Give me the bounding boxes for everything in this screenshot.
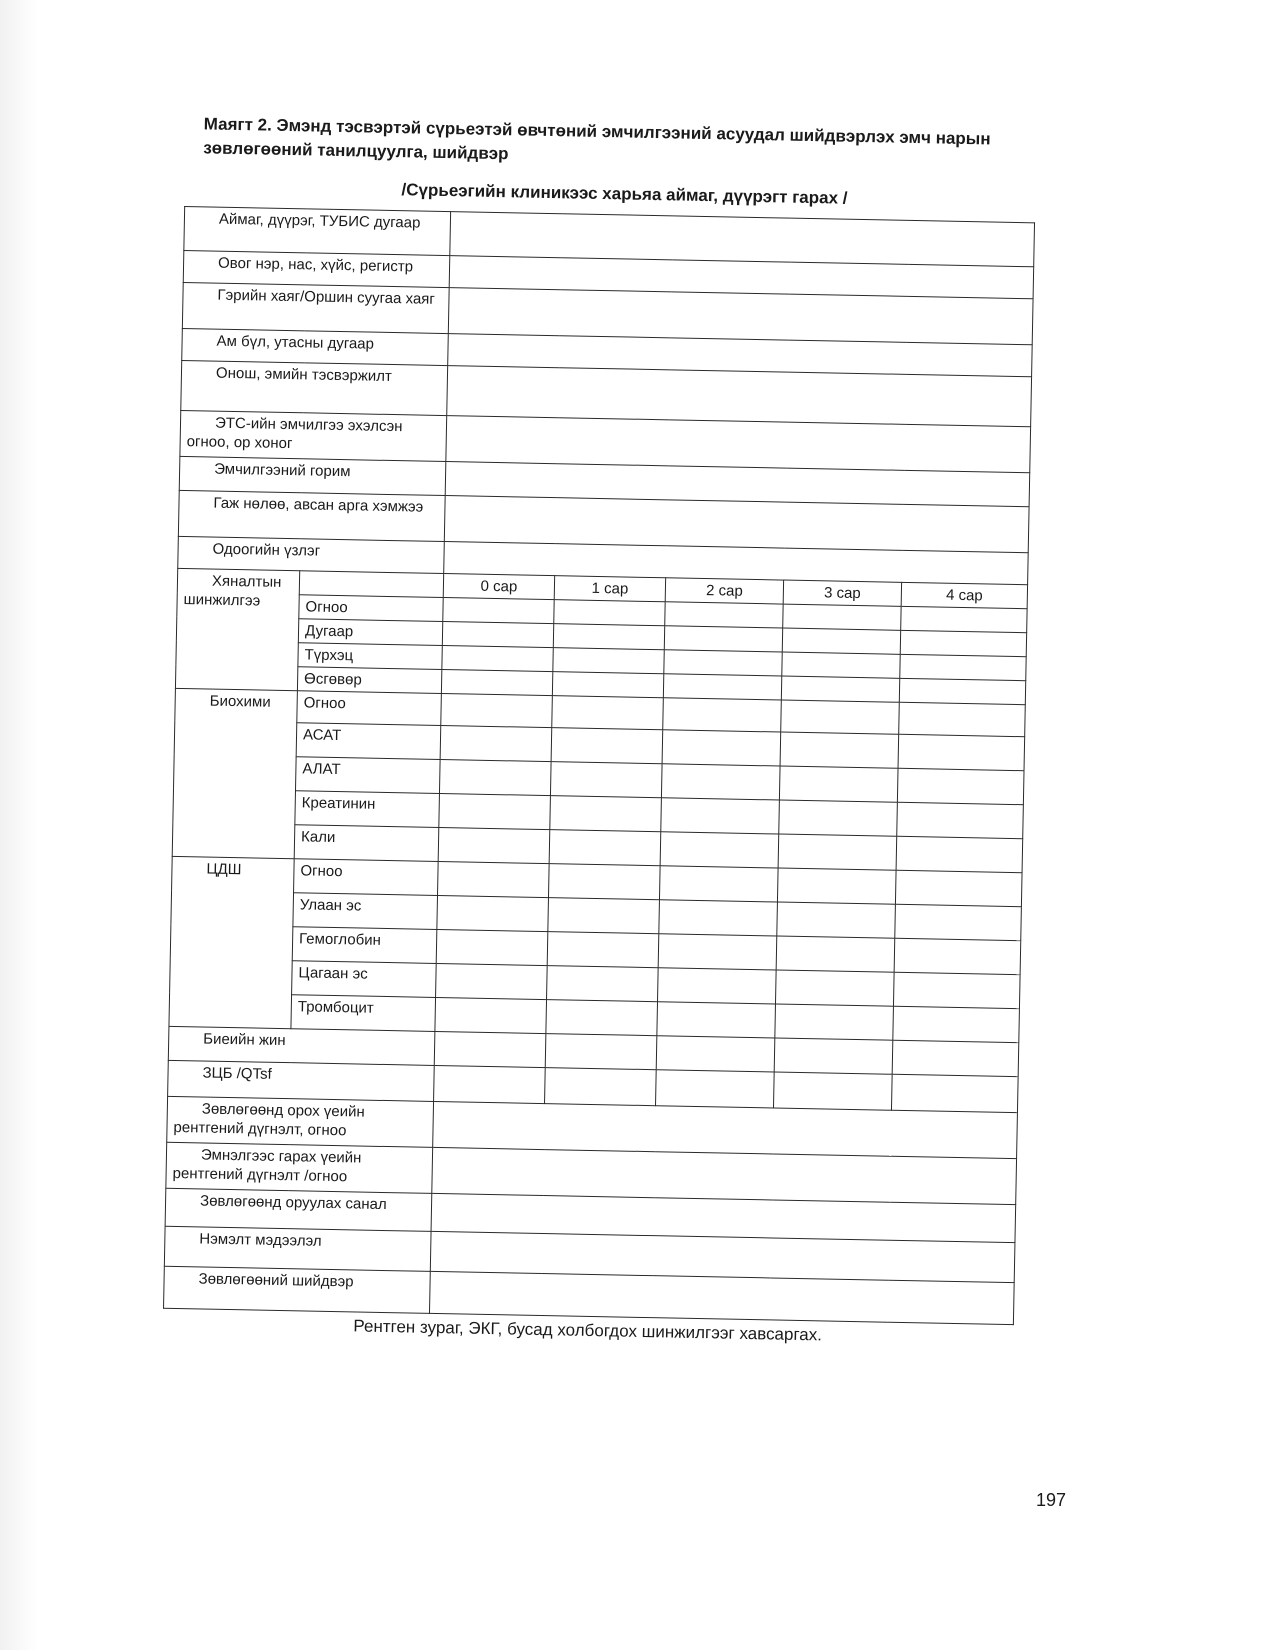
value-cell[interactable] <box>550 762 662 798</box>
value-cell[interactable] <box>656 1070 775 1108</box>
row-label: Аймаг, дүүрэг, ТУБИС дугаар <box>184 206 451 255</box>
value-cell[interactable] <box>777 868 896 904</box>
row-label: Зөвлөгөөнд оруулах санал <box>165 1188 432 1231</box>
value-cell[interactable] <box>900 654 1026 680</box>
value-cell[interactable] <box>663 698 782 732</box>
value-cell[interactable] <box>782 652 900 678</box>
value-cell[interactable] <box>546 1000 658 1036</box>
value-cell[interactable] <box>895 904 1022 940</box>
value-cell[interactable] <box>438 861 550 897</box>
value-cell[interactable] <box>434 1031 546 1067</box>
value-cell[interactable] <box>659 900 778 936</box>
form-subtitle: /Сүрьеэгийн клиникээс харьяа аймаг, дүүрэгт гарах / <box>401 180 848 208</box>
value-cell[interactable] <box>896 836 1023 872</box>
value-cell[interactable] <box>551 728 663 764</box>
value-cell[interactable] <box>547 966 659 1002</box>
value-cell[interactable] <box>436 963 548 999</box>
value-cell[interactable] <box>442 622 553 648</box>
value-cell[interactable] <box>552 696 664 730</box>
value-cell[interactable] <box>780 732 899 768</box>
item-label: Огноо <box>299 595 443 622</box>
value-cell[interactable] <box>661 764 780 800</box>
value-cell[interactable] <box>899 702 1026 736</box>
item-label: Цагаан эс <box>292 961 437 998</box>
row-label: Зөвлөгөөний шийдвэр <box>164 1266 431 1313</box>
item-label: Огноо <box>294 859 439 896</box>
value-cell[interactable] <box>891 1074 1018 1112</box>
value-cell[interactable] <box>664 650 782 676</box>
form-title: Маягт 2. Эмэнд тэсвэртэй сүрьеэтэй өвчтөний эмчилгээний асуудал шийдвэрлэх эмч нарын зөвлөгөөний танилцуулга, шийдвэр <box>203 114 991 164</box>
month-header: 3 сар <box>783 580 901 606</box>
item-label: Огноо <box>297 691 442 726</box>
value-cell[interactable] <box>439 793 551 829</box>
value-cell[interactable] <box>442 646 553 672</box>
value-cell[interactable] <box>899 678 1025 704</box>
value-cell[interactable] <box>897 768 1024 804</box>
value-cell[interactable] <box>553 624 664 650</box>
value-cell[interactable] <box>554 600 665 626</box>
value-cell[interactable] <box>663 674 781 700</box>
month-header: 4 сар <box>901 582 1027 608</box>
value-cell[interactable] <box>781 700 900 734</box>
row-label: Биеийн жин <box>168 1026 435 1065</box>
value-cell[interactable] <box>893 972 1020 1008</box>
value-cell[interactable] <box>895 870 1022 906</box>
value-cell[interactable] <box>657 1002 776 1038</box>
item-label: АЛАТ <box>295 757 440 794</box>
value-cell[interactable] <box>443 598 554 624</box>
value-cell[interactable] <box>897 802 1024 838</box>
value-cell[interactable] <box>894 938 1021 974</box>
row-label: Гэрийн хаяг/Оршин суугаа хаяг <box>182 282 449 333</box>
month-header: 2 сар <box>665 578 783 604</box>
row-label: Одоогийн үзлэг <box>178 536 445 573</box>
value-cell[interactable] <box>658 968 777 1004</box>
value-cell[interactable] <box>545 1068 657 1106</box>
value-cell[interactable] <box>776 970 895 1006</box>
value-cell[interactable] <box>438 827 550 863</box>
row-label: Эмчилгээний горим <box>179 456 446 495</box>
group-label: ЦДШ <box>169 856 294 1028</box>
row-label: Гаж нөлөө, авсан арга хэмжээ <box>178 490 445 541</box>
value-cell[interactable] <box>781 676 899 702</box>
value-cell[interactable] <box>892 1040 1019 1076</box>
item-label: Дугаар <box>298 619 442 646</box>
value-cell[interactable] <box>439 759 551 795</box>
value-cell[interactable] <box>549 864 661 900</box>
month-header: 0 сар <box>443 574 554 600</box>
value-cell[interactable] <box>777 902 896 938</box>
value-cell[interactable] <box>658 934 777 970</box>
row-label: Ам бүл, утасны дугаар <box>182 328 449 365</box>
value-cell[interactable] <box>778 834 897 870</box>
row-label: ЭТС-ийн эмчилгээ эхэлсэн огноо, ор хоног <box>180 410 447 461</box>
value-cell[interactable] <box>547 932 659 968</box>
item-label: Улаан эс <box>293 893 438 930</box>
value-cell[interactable] <box>660 832 779 868</box>
value-cell[interactable] <box>775 1004 894 1040</box>
item-label: Түрхэц <box>298 643 442 670</box>
value-cell[interactable] <box>779 766 898 802</box>
value-cell[interactable] <box>548 898 660 934</box>
row-label: Овог нэр, нас, хүйс, регистр <box>183 250 450 287</box>
value-cell[interactable] <box>553 648 664 674</box>
month-header: 1 сар <box>554 576 665 602</box>
value-cell[interactable] <box>441 694 553 728</box>
value-cell[interactable] <box>664 626 782 652</box>
footer-note: Рентген зураг, ЭКГ, бусад холбогдох шинжилгээг хавсаргах. <box>353 1316 823 1345</box>
consultation-form-table <box>163 206 1035 1325</box>
row-label: ЗЦБ /QTsf <box>168 1060 435 1101</box>
value-cell[interactable] <box>782 628 900 654</box>
row-label: Эмнэлгээс гарах үеийн рентгений дүгнэлт /огноо <box>166 1142 433 1193</box>
value-cell[interactable] <box>783 604 901 630</box>
value-cell[interactable] <box>893 1006 1020 1042</box>
value-cell[interactable] <box>441 670 552 696</box>
form-document <box>163 112 1066 1350</box>
row-label: Онош, эмийн тэсвэржилт <box>181 360 448 415</box>
value-cell[interactable] <box>774 1072 893 1110</box>
empty-header-cell <box>299 571 443 598</box>
value-cell[interactable] <box>779 800 898 836</box>
value-cell[interactable] <box>437 895 549 931</box>
value-cell[interactable] <box>901 606 1027 632</box>
item-label: Кали <box>294 825 439 862</box>
value-cell[interactable] <box>774 1038 893 1074</box>
value-cell[interactable] <box>549 830 661 866</box>
scan-edge <box>0 0 38 1650</box>
value-cell[interactable] <box>665 602 783 628</box>
value-cell[interactable] <box>776 936 895 972</box>
item-label: Креатинин <box>295 791 440 828</box>
value-cell[interactable] <box>545 1034 657 1070</box>
item-label: АСАТ <box>296 723 441 760</box>
value-cell[interactable] <box>662 730 781 766</box>
value-cell[interactable] <box>898 734 1025 770</box>
value-cell[interactable] <box>552 672 663 698</box>
page-number: 197 <box>1036 1490 1067 1510</box>
value-cell[interactable] <box>661 798 780 834</box>
group-label: Хяналтын шинжилгээ <box>175 568 299 690</box>
row-label: Зөвлөгөөнд орох үеийн рентгений дүгнэлт, огноо <box>167 1096 434 1147</box>
value-cell[interactable] <box>440 726 552 762</box>
row-label: Нэмэлт мэдээлэл <box>164 1226 431 1271</box>
value-cell[interactable] <box>659 866 778 902</box>
value-cell[interactable] <box>900 630 1026 656</box>
item-label: Өсгөвөр <box>297 667 441 694</box>
item-label: Тромбоцит <box>291 995 436 1032</box>
value-cell[interactable] <box>436 929 548 965</box>
item-label: Гемоглобин <box>292 927 437 964</box>
group-label: Биохими <box>172 688 297 858</box>
value-cell[interactable] <box>656 1036 775 1072</box>
value-cell[interactable] <box>550 796 662 832</box>
value-cell[interactable] <box>435 997 547 1033</box>
value-cell[interactable] <box>434 1065 546 1103</box>
